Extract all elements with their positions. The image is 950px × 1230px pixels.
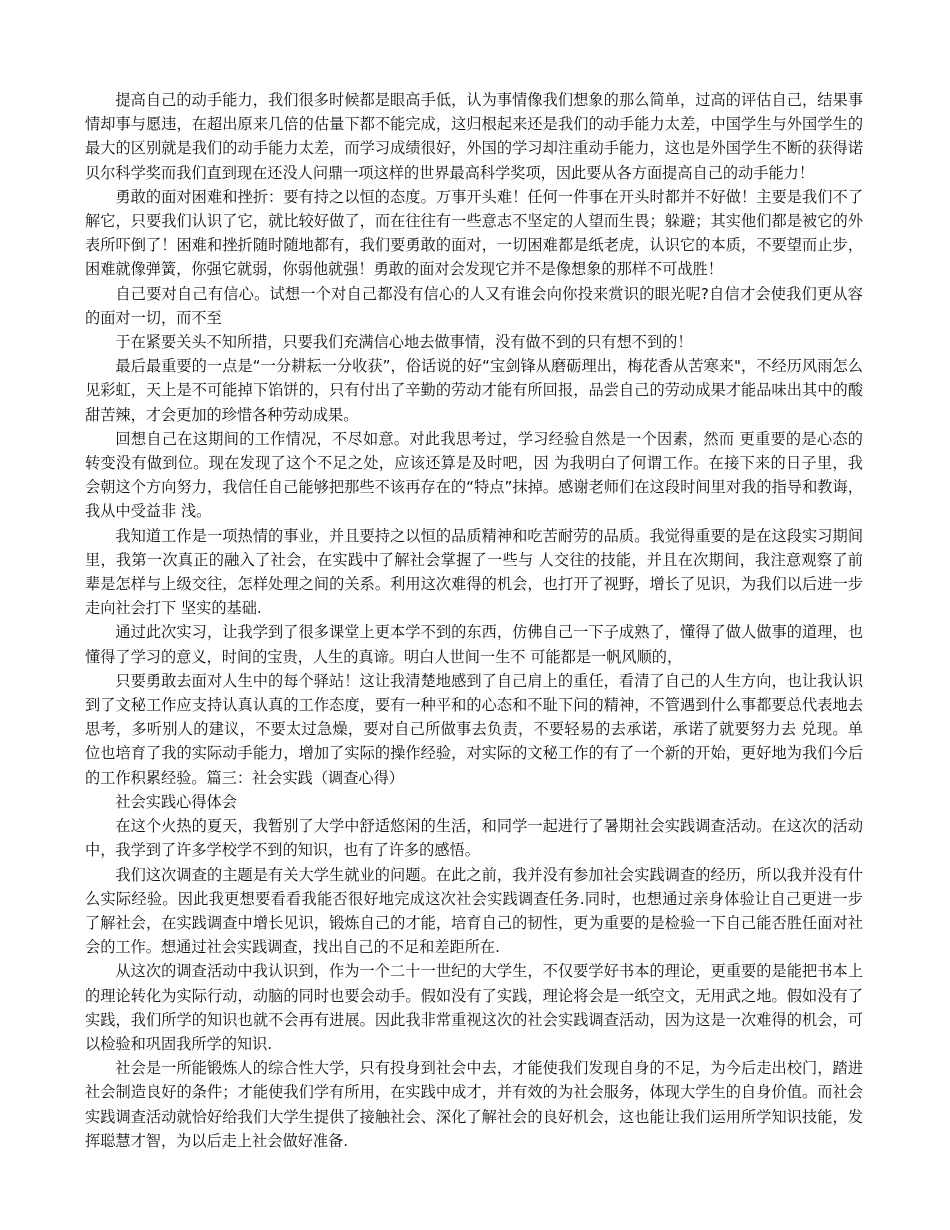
paragraph-summer-practice: 在这个火热的夏天，我暂别了大学中舒适悠闲的生活，和同学一起进行了暑期社会实践调查活动。在这次的活动中，我学到了许多学校学不到的知识，也有了许多的感悟。	[85, 817, 863, 860]
paragraph-self-confidence: 自己要对自己有信心。试想一个对自己都没有信心的人又有谁会向你投来赏识的眼光呢?自信才会使我们更从容的面对一切，而不至	[85, 284, 863, 327]
paragraph-hands-on-ability: 提高自己的动手能力，我们很多时候都是眼高手低，认为事情像我们想象的那么简单，过高的评估自己，结果事情却事与愿违，在超出原来几倍的估量下都不能完成，这归根起来还是我们的动手能力太差，中国学生与外国学生的最大的区别就是我们的动手能力太差，而学习成绩很好，外国的学习却注重动手能力，这也是外国学生不断的获得诺贝尔科学奖而我们直到现在还没人问鼎一项这样的世界最高科学奖项，因此要从各方面提高自己的动手能力！	[85, 91, 863, 182]
paragraph-confidence-continued: 于在紧要关头不知所措，只要我们充满信心地去做事情，没有做不到的只有想不到的！	[115, 333, 693, 352]
paragraph-work-passion: 我知道工作是一项热情的事业，并且要持之以恒的品质精神和吃苦耐劳的品质。我觉得重要的是在这段实习期间里，我第一次真正的融入了社会，在实践中了解社会掌握了一些与 人交往的技能，并且在次期间，我注意观察了前辈是怎样与上级交往，怎样处理之间的关系。利用这次难得的机会，也打开了视野，增长了见识，为我们以后进一步走向社会打下 坚实的基础.	[85, 526, 863, 618]
document-body	[85, 88, 863, 1153]
paragraph-internship-lessons: 通过此次实习，让我学到了很多课堂上更本学不到的东西，仿佛自己一下子成熟了，懂得了做人做事的道理，也懂得了学习的意义，时间的宝贵，人生的真谛。明白人世间一生不 可能都是一帆风顺的，	[85, 623, 863, 666]
paragraph-theory-practice: 从这次的调查活动中我认识到，作为一个二十一世纪的大学生，不仅要学好书本的理论，更重要的是能把书本上的理论转化为实际行动，动脑的同时也要会动手。假如没有了实践，理论将会是一纸空文，无用武之地。假如没有了实践，我们所学的知识也就不会再有进展。因此我非常重视这次的社会实践调查活动，因为这是一次难得的机会，可以检验和巩固我所学的知识.	[85, 962, 863, 1053]
paragraph-society-university: 社会是一所能锻炼人的综合性大学，只有投身到社会中去，才能使我们发现自身的不足，为今后走出校门，踏进社会制造良好的条件；才能使我们学有所用，在实践中成才，并有效的为社会服务，体现大学生的自身价值。而社会实践调查活动就恰好给我们大学生提供了接触社会、深化了解社会的良好机会，这也能让我们运用所学知识技能，发挥聪慧才智，为以后走上社会做好准备.	[85, 1059, 863, 1150]
paragraph-face-life: 只要勇敢去面对人生中的每个驿站！这让我清楚地感到了自己肩上的重任，看清了自己的人生方向，也让我认识到了文秘工作应支持认真认真的工作态度，要有一种平和的心态和不耻下问的精神，不管遇到什么事都要总代表地去思考，多听别人的建议，不要太过急燥，要对自己所做事去负责，不要轻易的去承诺，承诺了就要努力去 兑现。单位也培育了我的实际动手能力，增加了实际的操作经验，对实际的文秘工作的有了一个新的开始，更好地为我们今后的工作积累经验。篇三：社会实践（调查心得）	[85, 671, 863, 787]
section-heading: 社会实践心得体会	[115, 792, 237, 811]
paragraph-survey-topic: 我们这次调查的主题是有关大学生就业的问题。在此之前，我并没有参加社会实践调查的经历，所以我并没有什么实际经验。因此我更想要看看我能否很好地完成这次社会实践调查任务.同时，也想通过亲身体验让自己更进一步了解社会，在实践调查中增长见识，锻炼自己的才能，培育自己的韧性，更为重要的是检验一下自己能否胜任面对社会的工作。想通过社会实践调查，找出自己的不足和差距所在.	[85, 865, 863, 957]
paragraph-reflection: 回想自己在这期间的工作情况，不尽如意。对此我思考过，学习经验自然是一个因素，然而 更重要的是心态的转变没有做到位。现在发现了这个不足之处，应该还算是及时吧，因 为我明白了何谓工作。在接下来的日子里，我会朝这个方向努力，我信任自己能够把那些不该再存在的“特点”抹掉。感谢老师们在这段时间里对我的指导和教诲，我从中受益非 浅。	[85, 429, 863, 521]
paragraph-face-difficulties: 勇敢的面对困难和挫折：要有持之以恒的态度。万事开头难！任何一件事在开头时都并不好做！主要是我们不了解它，只要我们认识了它，就比较好做了，而在往往有一些意志不坚定的人望而生畏；躲避；其实他们都是被它的外表所吓倒了！困难和挫折随时随地都有，我们要勇敢的面对，一切困难都是纸老虎，认识它的本质，不要望而止步，困难就像弹簧，你强它就弱，你弱他就强！勇敢的面对会发现它并不是像想象的那样不可战胜！	[85, 187, 863, 279]
paragraph-hard-work: 最后最重要的一点是“一分耕耘一分收获”，俗话说的好“宝剑锋从磨砺理出，梅花香从苦寒来"，不经历风雨怎么见彩虹，天上是不可能掉下馅饼的，只有付出了辛勤的劳动才能有所回报，品尝自己的劳动成果才能品味出其中的酸甜苦辣，才会更加的珍惜各种劳动成果。	[85, 357, 863, 424]
